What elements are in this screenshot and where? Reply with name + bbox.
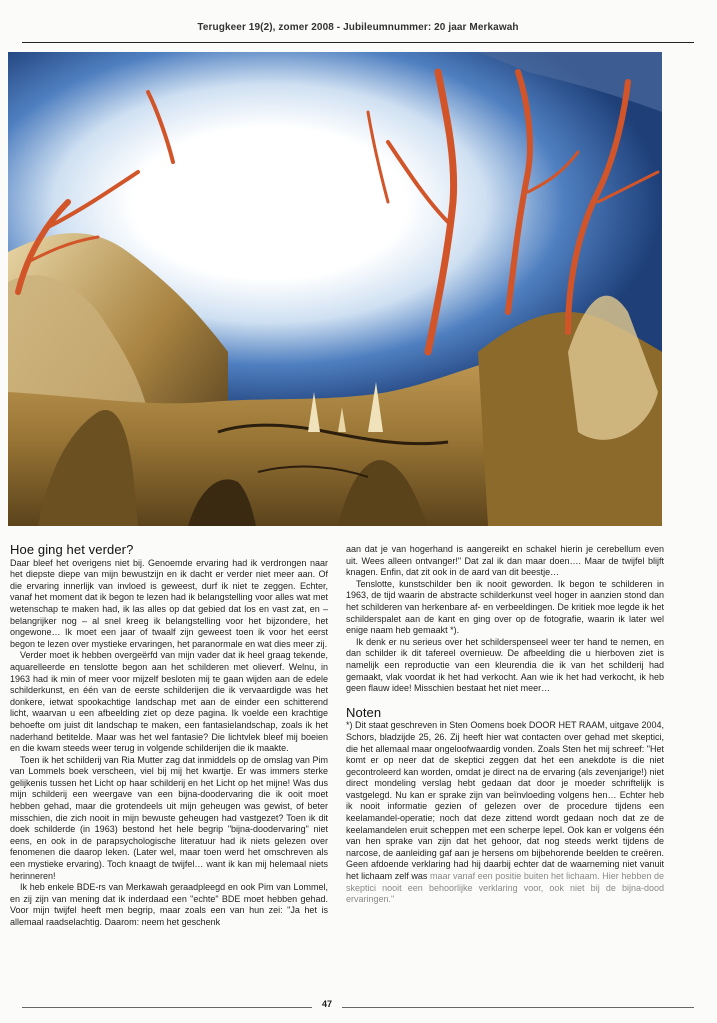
footer-rule-right	[342, 1007, 694, 1008]
header-rule	[22, 42, 694, 43]
left-paragraph-1: Daar bleef het overigens niet bij. Genoemde ervaring had ik verdrongen naar het diepste diepe van mijn bewustzijn en ik dacht er verder niet meer aan. Of die ervaring innerlijk van invloed is geweest, durf ik niet te zeggen. Echter, vanaf het moment dat ik begon te lezen had ik belangstelling voor alles wat met wetenschap te maken had, ik las alles op dat gebied dat los en vast zat, en – belangrijker nog – al snel kreeg ik belangstelling voor het bijzondere, het ongewone… Ik moet een jaar of twaalf zijn geweest toen ik voor het eerst begon te lezen over mystieke ervaringen, het paranormale en wat dies meer zij.	[10, 557, 328, 649]
note-text	[346, 720, 664, 906]
note-main: *) Dit staat geschreven in Sten Oomens boek DOOR HET RAAM, uitgave 2004, Schors, bladzijde 25, 26. Zij heeft hier wat contacten over gehad met skeptici, die het allemaal maar ongeloofwaardig vonden. Zoals Sten het mij schreef: "Het komt er op neer dat de skeptici zeggen dat het een anekdote is die niet gecontroleerd kan worden, omdat je direct na de ervaring (als zevenjarige!) niet direct mondeling verslag hebt gedaan dat door je moeder schriftelijk is vastgelegd. Nu kan er sprake zijn van beïnvloeding volgens hen… Echter heb ik nooit informatie gezien of gelezen over de procedure tijdens een keelamandel-operatie; noch dat deze zittend wordt gedaan noch dat ze de keelamandelen eruit scheppen met een scherpe lepel. Ook kan er volgens één van hen sprake van zijn dat het gehoor, dat nog steeds werkt tijdens de narcose, de aanleiding gaf aan je hersens om bijbehorende beelden te creëren. Geen afdoende verklaring had hij daarbij echter dat de waarneming niet vanuit het lichaam zelf was	[346, 720, 664, 882]
note-faded-end: maar vanaf een positie buiten het lichaam. Hier hebben de skeptici nooit een behoorlijke verklaring voor, ook niet bij de bijna-dood ervaringen."	[346, 871, 664, 905]
right-paragraph-3: Ik denk er nu serieus over het schilderspenseel weer ter hand te nemen, en dan schilder ik dit tafereel overnieuw. De afbeelding die u hierboven ziet is namelijk een reproductie van een kleurendia die ik van het schilderij had gemaakt, vlak voordat ik het had verkocht. Aan wie ik het had verkocht, ik heb geen flauw idee! Misschien bestaat het niet meer…	[346, 636, 664, 694]
left-paragraph-3: Toen ik het schilderij van Ria Mutter zag dat inmiddels op de omslag van Pim van Lommels boek verscheen, viel bij mij het kwartje. Er was immers sterke gelijkenis tussen het Licht op haar schilderij en het Licht op het mijne! Was dus mijn schilderij een weergave van een bijna-doodervaring die ik ooit moet hebben gehad, maar die grotendeels uit mijn geheugen was gewist, of beter misschien, die zich nooit in mijn bewuste geheugen had vastgezet? Toen ik dit doek schilderde (in 1963) bestond het hele begrip "bijna-doodervaring" niet eens, en ook in de parapsychologische literatuur had ik niets gelezen over fenomenen die daarop leken. (Later wel, maar toen werd het omschreven als een mystieke ervaring). Toch knaagt de twijfel… want ik kan mij helemaal niets herinneren!	[10, 754, 328, 881]
footer-rule-left	[22, 1007, 312, 1008]
left-paragraph-2: Verder moet ik hebben overgeërfd van mijn vader dat ik heel graag tekende, aquarelleerde en tenslotte begon aan het schilderen met olieverf. Welnu, in 1963 had ik min of meer voor mijzelf besloten mij te gaan wijden aan de edele schilderkunst, en één van de eerste schilderijen die ik vervaardigde was het donkere, ietwat spookachtige landschap met aan de einder een schitterend licht, waarvan u een afbeelding ziet op deze pagina. Ik voelde een krachtige behoefte om juist dit landschap te maken, een fantasielandschap, zoals ik het naderhand betitelde. Maar was het wel fantasie? Die lichtvlek bleef mij boeien en die kwam steeds weer terug in volgende schilderijen die ik maakte.	[10, 650, 328, 754]
left-paragraph-4: Ik heb enkele BDE-rs van Merkawah geraadpleegd en ook Pim van Lommel, en zij zijn van mening dat ik inderdaad een "echte" BDE moet hebben gehad. Voor mijn twijfel heeft men begrip, maar zoals een van hun zei: "Ja het is allemaal raadselachtig. Daarom: neem het geschenk	[10, 882, 328, 927]
running-header: Terugkeer 19(2), zomer 2008 - Jubileumnummer: 20 jaar Merkawah	[197, 22, 519, 33]
right-column	[346, 530, 664, 906]
right-paragraph-1: aan dat je van hogerhand is aangereikt en schakel hierin je cerebellum even uit. Wees alleen ontvanger!" Dat zal ik dan maar doen…. Maar de twijfel blijft knagen. Enfin, dat zit ook in de aard van dit beestje…	[346, 544, 664, 578]
painting-illustration	[8, 52, 662, 526]
section-title-noten: Noten	[346, 704, 382, 720]
section-title-hoe-ging-het-verder: Hoe ging het verder?	[10, 542, 134, 557]
page-number: 47	[321, 999, 332, 1009]
right-paragraph-2: Tenslotte, kunstschilder ben ik nooit geworden. Ik begon te schilderen in 1963, de tijd waarin de abstracte schilderkunst veel hoger in aanzien stond dan het schilderen van herkenbare af- en verbeeldingen. De kritiek moe legde ik het schilderspalet aan de kant en ging over op de fotografie, waarin ik later wel enige naam heb gemaakt *).	[346, 578, 664, 636]
painting-svg	[8, 52, 662, 526]
left-column	[10, 530, 328, 929]
